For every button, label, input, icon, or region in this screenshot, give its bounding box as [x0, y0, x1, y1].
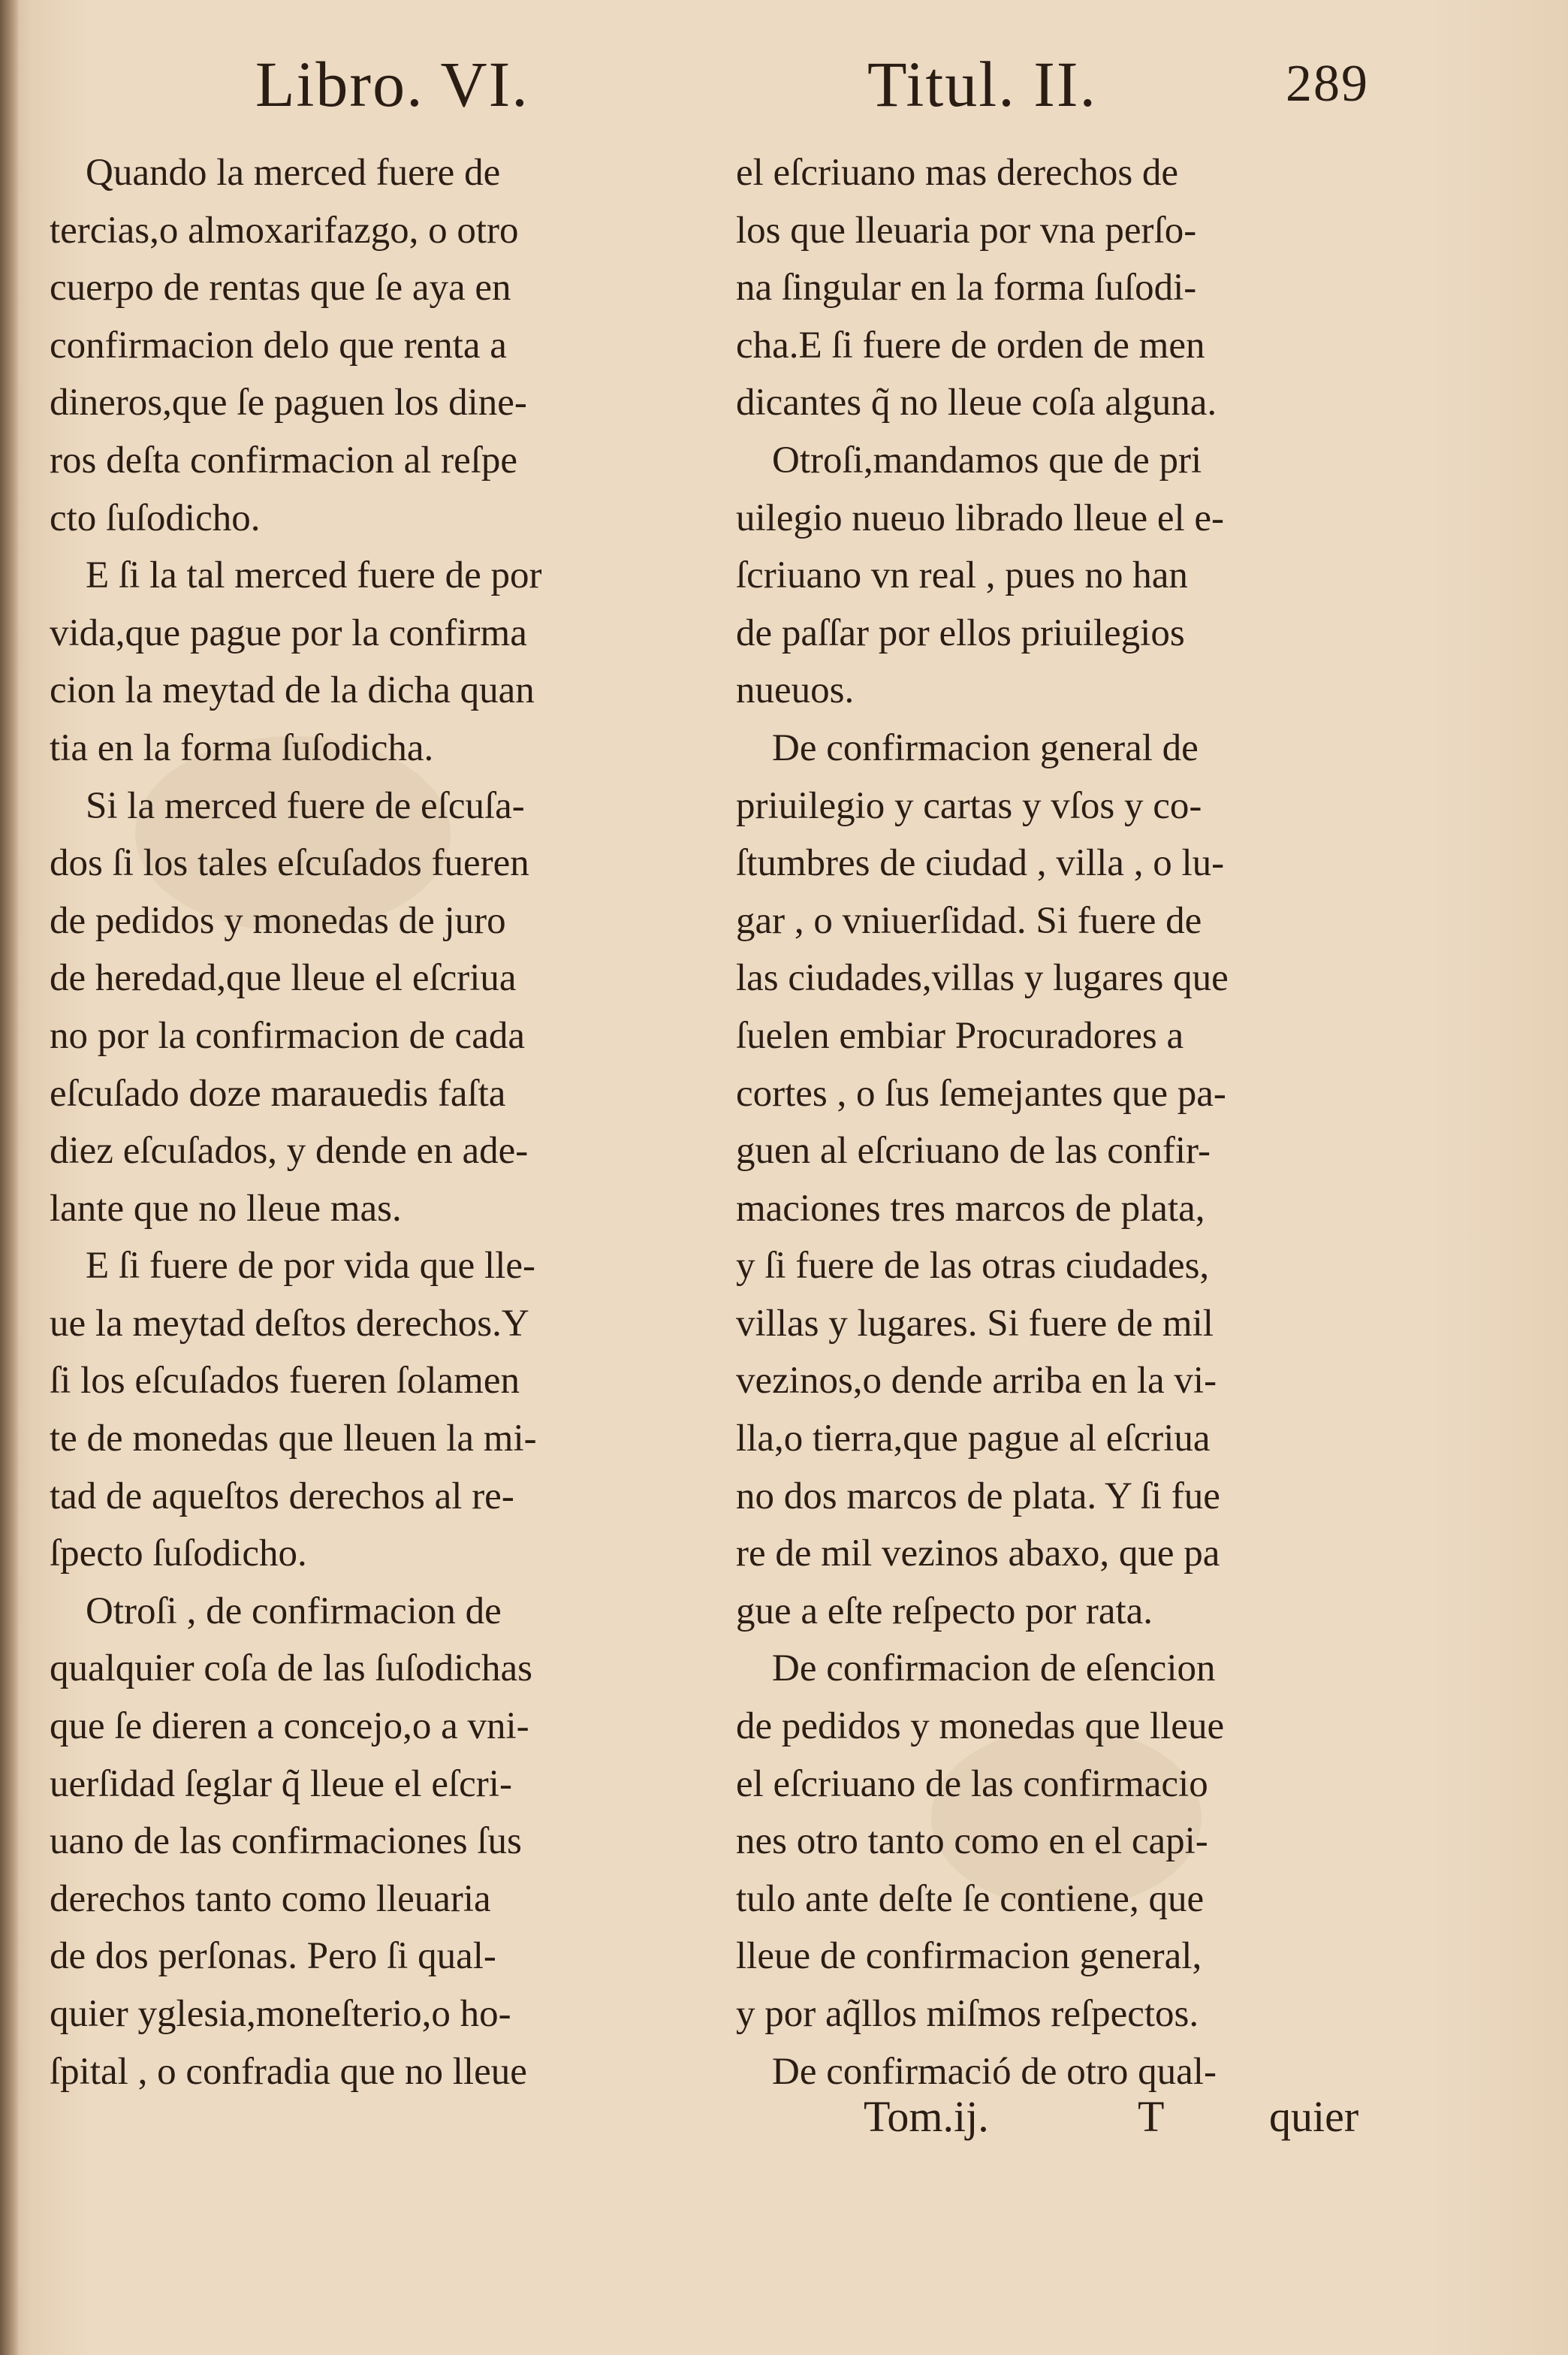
text-line: de pedidos y monedas de juro [50, 899, 506, 942]
text-line: na ſingular en la forma ſuſodi- [736, 267, 1197, 309]
text-line: uerſidad ſeglar q̃ lleue el eſcri- [50, 1762, 512, 1805]
text-line: De confirmacion general de [772, 726, 1199, 769]
text-line: gar , o vniuerſidad. Si fuere de [736, 899, 1202, 942]
text-line: Quando la merced fuere de [86, 152, 501, 194]
text-line: no por la confirmacion de cada [50, 1014, 525, 1057]
text-line: tercias,o almoxarifazgo, o otro [50, 209, 519, 252]
text-line: lla,o tierra,que pague al eſcriua [736, 1418, 1211, 1460]
text-line: ſtumbres de ciudad , villa , o lu- [736, 842, 1225, 885]
text-line: cortes , o ſus ſemejantes que pa- [736, 1072, 1226, 1115]
text-line: ue la meytad deſtos derechos.Y [50, 1302, 529, 1345]
text-line: ſcriuano vn real , pues no han [736, 554, 1188, 597]
text-line: guen al eſcriuano de las confir- [736, 1130, 1211, 1173]
text-line: no dos marcos de plata. Y ſi fue [736, 1475, 1220, 1517]
text-line: confirmacion delo que renta a [50, 324, 507, 367]
text-line: Si la merced fuere de eſcuſa- [86, 784, 525, 827]
text-line: De confirmació de otro qual- [772, 2050, 1217, 2093]
text-line: uilegio nueuo librado lleue el e- [736, 497, 1225, 539]
text-line: dos ſi los tales eſcuſados fueren [50, 842, 529, 885]
text-line: dicantes q̃ no lleue coſa alguna. [736, 382, 1217, 424]
text-line: de heredad,que lleue el eſcriua [50, 957, 517, 1000]
text-line: tia en la forma ſuſodicha. [50, 726, 434, 769]
text-line: uano de las confirmaciones ſus [50, 1820, 522, 1863]
text-line: vezinos,o dende arriba en la vi- [736, 1360, 1217, 1402]
left-text-column [50, 144, 680, 2100]
text-line: derechos tanto como lleuaria [50, 1877, 491, 1920]
catchword: quier [1269, 2092, 1359, 2141]
text-line: maciones tres marcos de plata, [736, 1187, 1205, 1230]
text-line: y ſi fuere de las otras ciudades, [736, 1245, 1210, 1288]
text-line: tad de aqueſtos derechos al re- [50, 1475, 514, 1517]
text-line: lante que no lleue mas. [50, 1187, 402, 1230]
book-heading: Libro. VI. [255, 48, 529, 120]
text-line: gue a eſte reſpecto por rata. [736, 1590, 1153, 1632]
text-line: qualquier coſa de las ſuſodichas [50, 1647, 532, 1690]
text-line: lleue de confirmacion general, [736, 1935, 1202, 1978]
text-line: ſi los eſcuſados fueren ſolamen [50, 1360, 520, 1402]
right-text-column [736, 144, 1382, 2100]
signature-mark: T [1138, 2092, 1165, 2141]
text-line: el eſcriuano de las confirmacio [736, 1762, 1208, 1805]
title-heading: Titul. II. [867, 48, 1097, 120]
text-line: el eſcriuano mas derechos de [736, 152, 1179, 194]
text-line: diez eſcuſados, y dende en ade- [50, 1130, 529, 1173]
text-line: tulo ante deſte ſe contiene, que [736, 1877, 1205, 1920]
page-number: 289 [1286, 55, 1369, 113]
text-line: ros deſta confirmacion al reſpe [50, 439, 518, 482]
text-line: que ſe dieren a concejo,o a vni- [50, 1705, 529, 1748]
text-line: E ſi la tal merced fuere de por [86, 554, 542, 597]
text-line: re de mil vezinos abaxo, que pa [736, 1532, 1220, 1575]
text-line: nes otro tanto como en el capi- [736, 1820, 1208, 1863]
text-line: de dos perſonas. Pero ſi qual- [50, 1935, 496, 1978]
text-line: nueuos. [736, 669, 855, 712]
running-header [0, 39, 1568, 129]
volume-marker: Tom.ij. [864, 2092, 989, 2141]
text-line: cha.E ſi fuere de orden de men [736, 324, 1205, 367]
text-line: villas y lugares. Si fuere de mil [736, 1302, 1214, 1345]
text-line: vida,que pague por la confirma [50, 611, 527, 654]
page-footer [0, 2087, 1568, 2147]
text-line: quier yglesia,moneſterio,o ho- [50, 1993, 511, 2035]
text-line: de paſſar por ellos priuilegios [736, 611, 1185, 654]
text-line: cuerpo de rentas que ſe aya en [50, 267, 511, 309]
text-line: cto ſuſodicho. [50, 497, 261, 539]
text-line: te de monedas que lleuen la mi- [50, 1418, 537, 1460]
text-line: las ciudades,villas y lugares que [736, 957, 1229, 1000]
text-line: eſcuſado doze marauedis faſta [50, 1072, 506, 1115]
text-line: De confirmacion de eſencion [772, 1647, 1216, 1690]
text-line: ſpecto ſuſodicho. [50, 1532, 307, 1575]
binding-shadow [0, 0, 20, 2355]
text-line: de pedidos y monedas que lleue [736, 1705, 1225, 1748]
text-line: dineros,que ſe paguen los dine- [50, 382, 527, 424]
text-line: Otroſi,mandamos que de pri [772, 439, 1202, 482]
text-line: ſpital , o confradia que no lleue [50, 2050, 527, 2093]
text-line: y por aq̃llos miſmos reſpectos. [736, 1993, 1199, 2035]
text-line: E ſi fuere de por vida que lle- [86, 1245, 536, 1288]
text-line: priuilegio y cartas y vſos y co- [736, 784, 1202, 827]
text-line: Otroſi , de confirmacion de [86, 1590, 502, 1632]
text-line: cion la meytad de la dicha quan [50, 669, 535, 712]
text-line: los que lleuaria por vna perſo- [736, 209, 1197, 252]
text-line: ſuelen embiar Procuradores a [736, 1014, 1184, 1057]
